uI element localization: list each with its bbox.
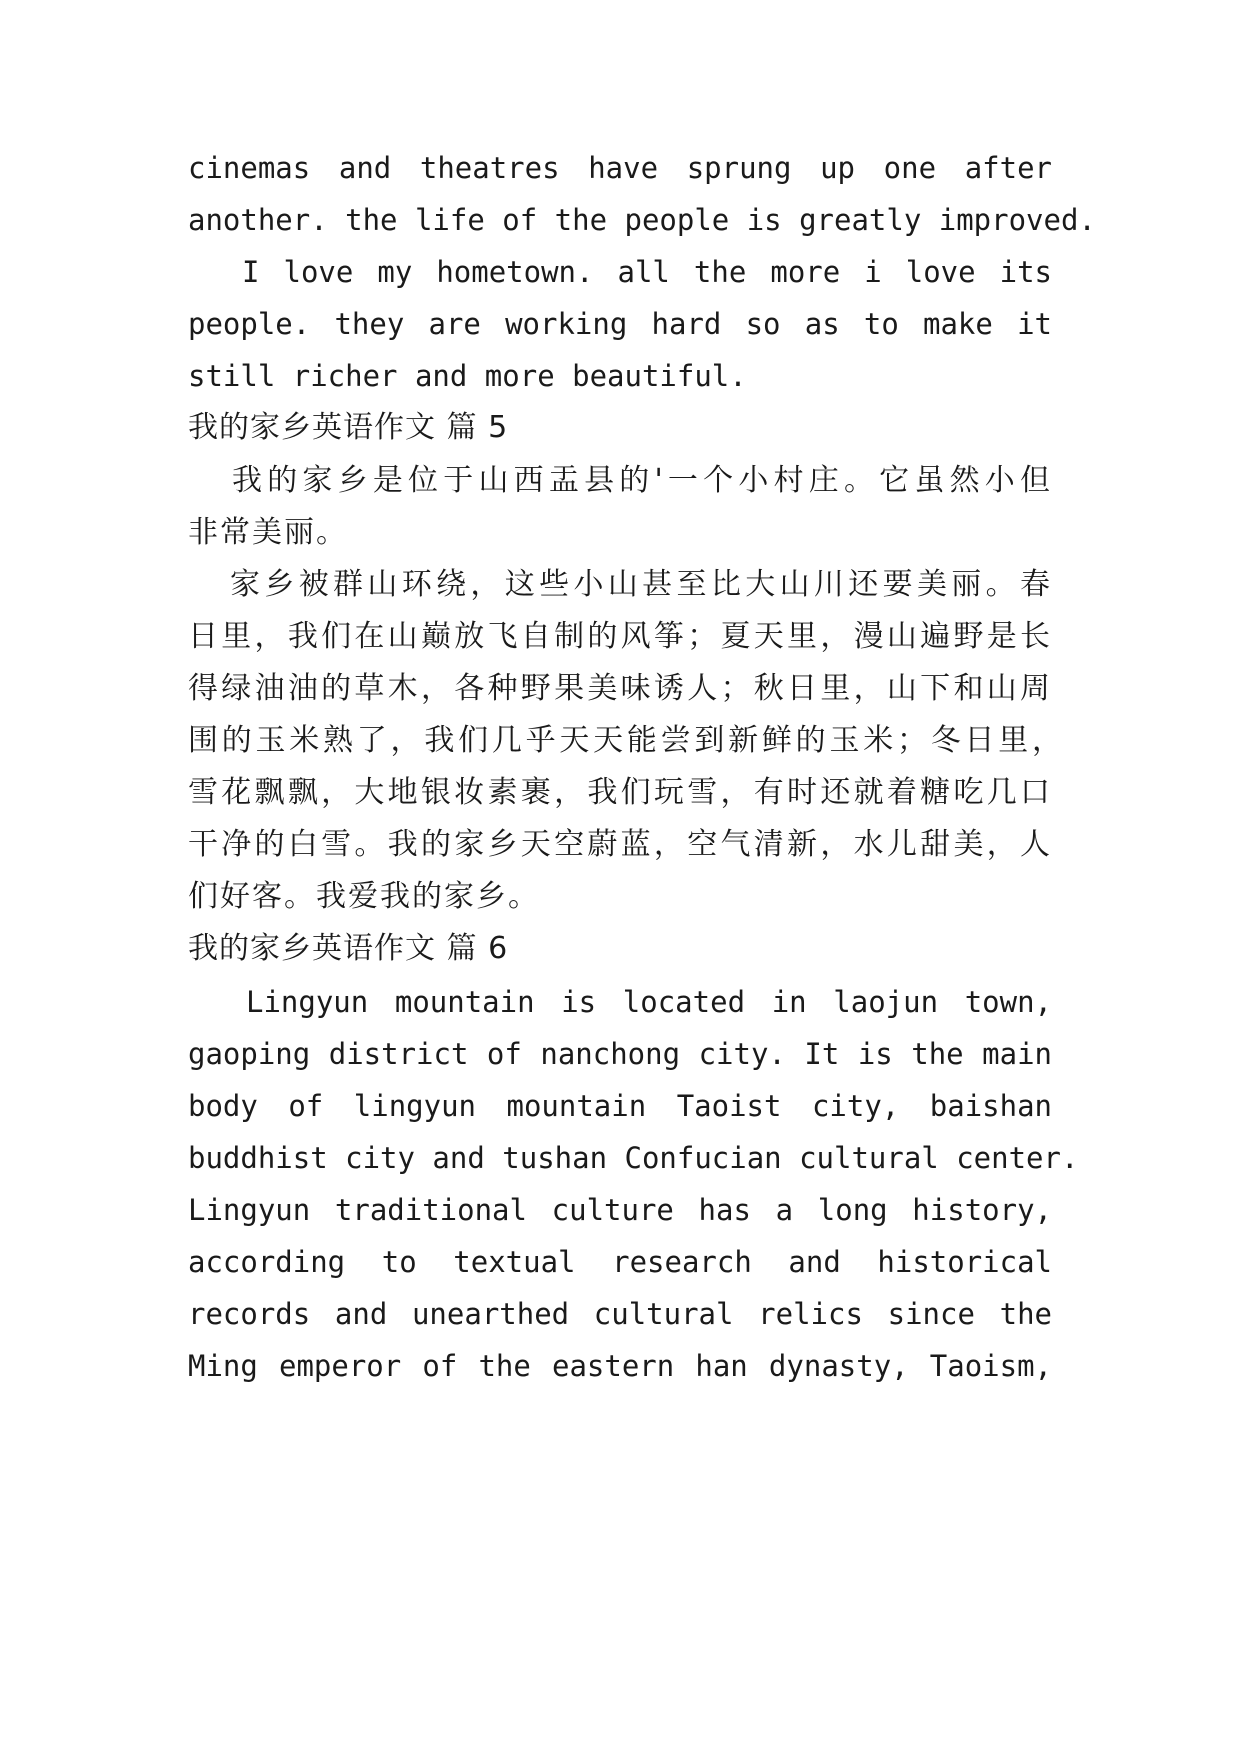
paragraph-line: Ming emperor of the eastern han dynasty, Taoism, [188, 1349, 1052, 1383]
paragraph-line: body of lingyun mountain Taoist city, baishan [188, 1089, 1052, 1123]
paragraph-line: 非常美丽。 [188, 515, 348, 550]
paragraph-line: people. they are working hard so as to make it [188, 307, 1052, 341]
paragraph-line: 家乡被群山环绕，这些小山甚至比大山川还要美丽。春 [230, 567, 1052, 602]
paragraph-line: Lingyun mountain is located in laojun town, [246, 985, 1052, 1019]
paragraph-line: 围的玉米熟了，我们几乎天天能尝到新鲜的玉米；冬日里， [188, 723, 1064, 758]
paragraph-line: records and unearthed cultural relics since the [188, 1297, 1052, 1331]
paragraph-line: 们好客。我爱我的家乡。 [188, 879, 540, 914]
paragraph-line: Lingyun traditional culture has a long history, [188, 1193, 1052, 1227]
paragraph-line: 雪花飘飘，大地银妆素裹，我们玩雪，有时还就着糖吃几口 [188, 775, 1052, 810]
paragraph-line: still richer and more beautiful. [188, 359, 747, 393]
paragraph-line: gaoping district of nanchong city. It is the main [188, 1037, 1052, 1071]
paragraph-line: 得绿油油的草木，各种野果美味诱人；秋日里，山下和山周 [188, 671, 1052, 706]
paragraph-line: 干净的白雪。我的家乡天空蔚蓝，空气清新，水儿甜美，人 [188, 827, 1052, 862]
section-heading: 我的家乡英语作文 篇 5 [188, 410, 509, 445]
paragraph-line: cinemas and theatres have sprung up one after [188, 151, 1052, 185]
paragraph-line: 日里，我们在山巅放飞自制的风筝；夏天里，漫山遍野是长 [188, 619, 1052, 654]
section-heading: 我的家乡英语作文 篇 6 [188, 931, 509, 966]
paragraph-line: according to textual research and historical [188, 1245, 1052, 1279]
paragraph-line: buddhist city and tushan Confucian cultural center. [188, 1141, 1079, 1175]
paragraph-line: I love my hometown. all the more i love its [242, 255, 1052, 289]
paragraph-line: another. the life of the people is greatly improved. [188, 203, 1096, 237]
paragraph-line: 我的家乡是位于山西盂县的'一个小村庄。它虽然小但 [232, 463, 1052, 498]
